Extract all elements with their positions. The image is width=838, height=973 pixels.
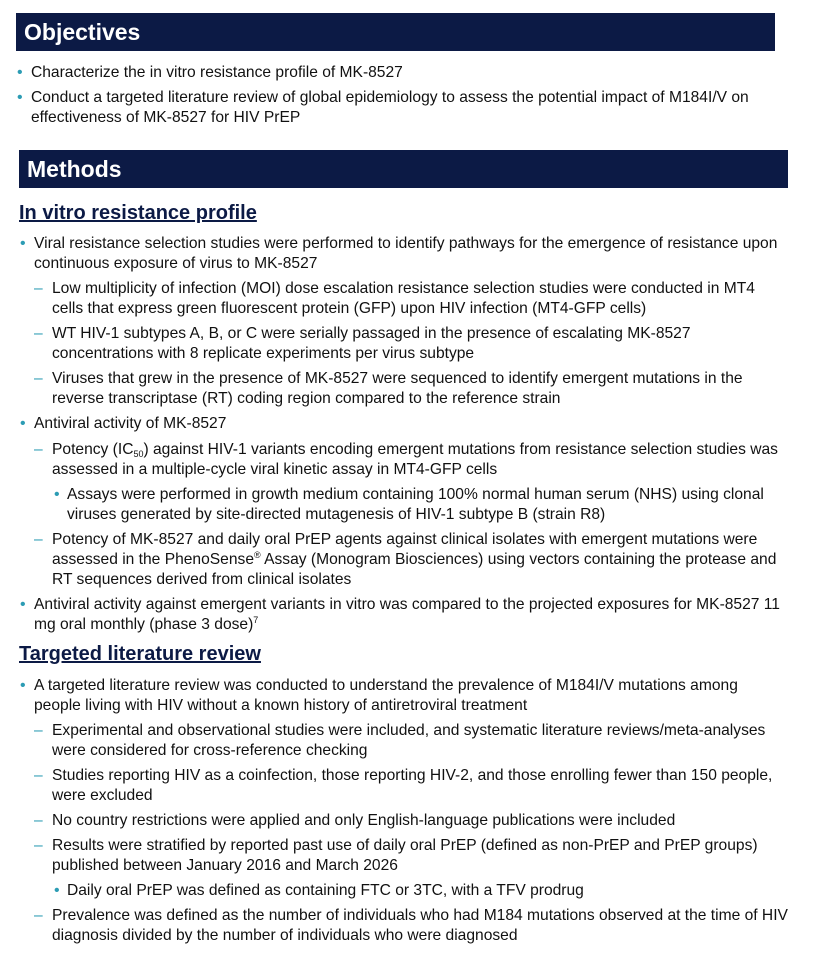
list-item: • Characterize the in vitro resistance profile of MK-8527: [16, 63, 781, 83]
list-item: – Results were stratified by reported past use of daily oral PrEP (defined as non-PrEP and PrEP groups) published between January 2016 and March 2026: [19, 836, 789, 876]
review-subheading: Targeted literature review: [19, 643, 261, 665]
list-item: – No country restrictions were applied and only English-language publications were included: [19, 811, 789, 831]
list-item: [19, 530, 789, 590]
list-item: • Viral resistance selection studies were performed to identify pathways for the emergence of resistance upon continuous exposure of virus to MK-8527: [19, 234, 789, 274]
superscript: ®: [254, 550, 261, 560]
objectives-heading: Objectives: [16, 13, 775, 51]
list-item: – Low multiplicity of infection (MOI) dose escalation resistance selection studies were conducted in MT4 cells that express green fluorescent protein (GFP) upon HIV infection (MT4-GFP cells): [19, 279, 789, 319]
list-item: • Daily oral PrEP was defined as containing FTC or 3TC, with a TFV prodrug: [19, 881, 789, 901]
list-item-text: Potency of MK-8527 and daily oral PrEP agents against clinical isolates with emergent mutations were assessed in the PhenoSense: [52, 531, 758, 568]
list-item: [19, 440, 789, 480]
list-item: – Prevalence was defined as the number of individuals who had M184 mutations observed at the time of HIV diagnosis divided by the number of individuals who were diagnosed: [19, 906, 789, 946]
superscript: 7: [253, 615, 259, 625]
list-item: – WT HIV-1 subtypes A, B, or C were serially passaged in the presence of escalating MK-8527 concentrations with 8 replicate experiments per virus subtype: [19, 324, 789, 364]
list-item: – Experimental and observational studies were included, and systematic literature reviews/meta-analyses were considered for cross-reference checking: [19, 721, 789, 761]
methods-heading: Methods: [19, 150, 788, 188]
list-item: [19, 595, 789, 635]
subscript: 50: [133, 449, 144, 459]
list-item: • Conduct a targeted literature review of global epidemiology to assess the potential impact of M184I/V on effectiveness of MK-8527 for HIV PrEP: [16, 88, 781, 128]
list-item: – Viruses that grew in the presence of MK-8527 were sequenced to identify emergent mutations in the reverse transcriptase (RT) coding region compared to the reference strain: [19, 369, 789, 409]
review-list: [19, 676, 789, 946]
list-item: – Studies reporting HIV as a coinfection, those reporting HIV-2, and those enrolling fewer than 150 people, were excluded: [19, 766, 789, 806]
list-item: • Assays were performed in growth medium containing 100% normal human serum (NHS) using clonal viruses generated by site-directed mutagenesis of HIV-1 subtype B (strain R8): [19, 485, 789, 525]
invitro-list: [19, 234, 789, 635]
invitro-subheading: In vitro resistance profile: [19, 202, 257, 224]
objectives-list: [16, 63, 781, 128]
list-item: • Antiviral activity of MK-8527: [19, 414, 789, 434]
list-item-text: Antiviral activity against emergent variants in vitro was compared to the projected exposures for MK-8527 11 mg oral monthly (phase 3 dose): [34, 596, 780, 633]
list-item-text: Assay (Monogram Biosciences) using vectors containing the protease and RT sequences derived from clinical isolates: [52, 551, 777, 588]
list-item-text: ) against HIV-1 variants encoding emergent mutations from resistance selection studies was assessed in a multiple-cycle viral kinetic assay in MT4-GFP cells: [52, 441, 778, 478]
list-item-text: Potency (IC: [52, 441, 134, 458]
list-item: • A targeted literature review was conducted to understand the prevalence of M184I/V mutations among people living with HIV without a known history of antiretroviral treatment: [19, 676, 789, 716]
